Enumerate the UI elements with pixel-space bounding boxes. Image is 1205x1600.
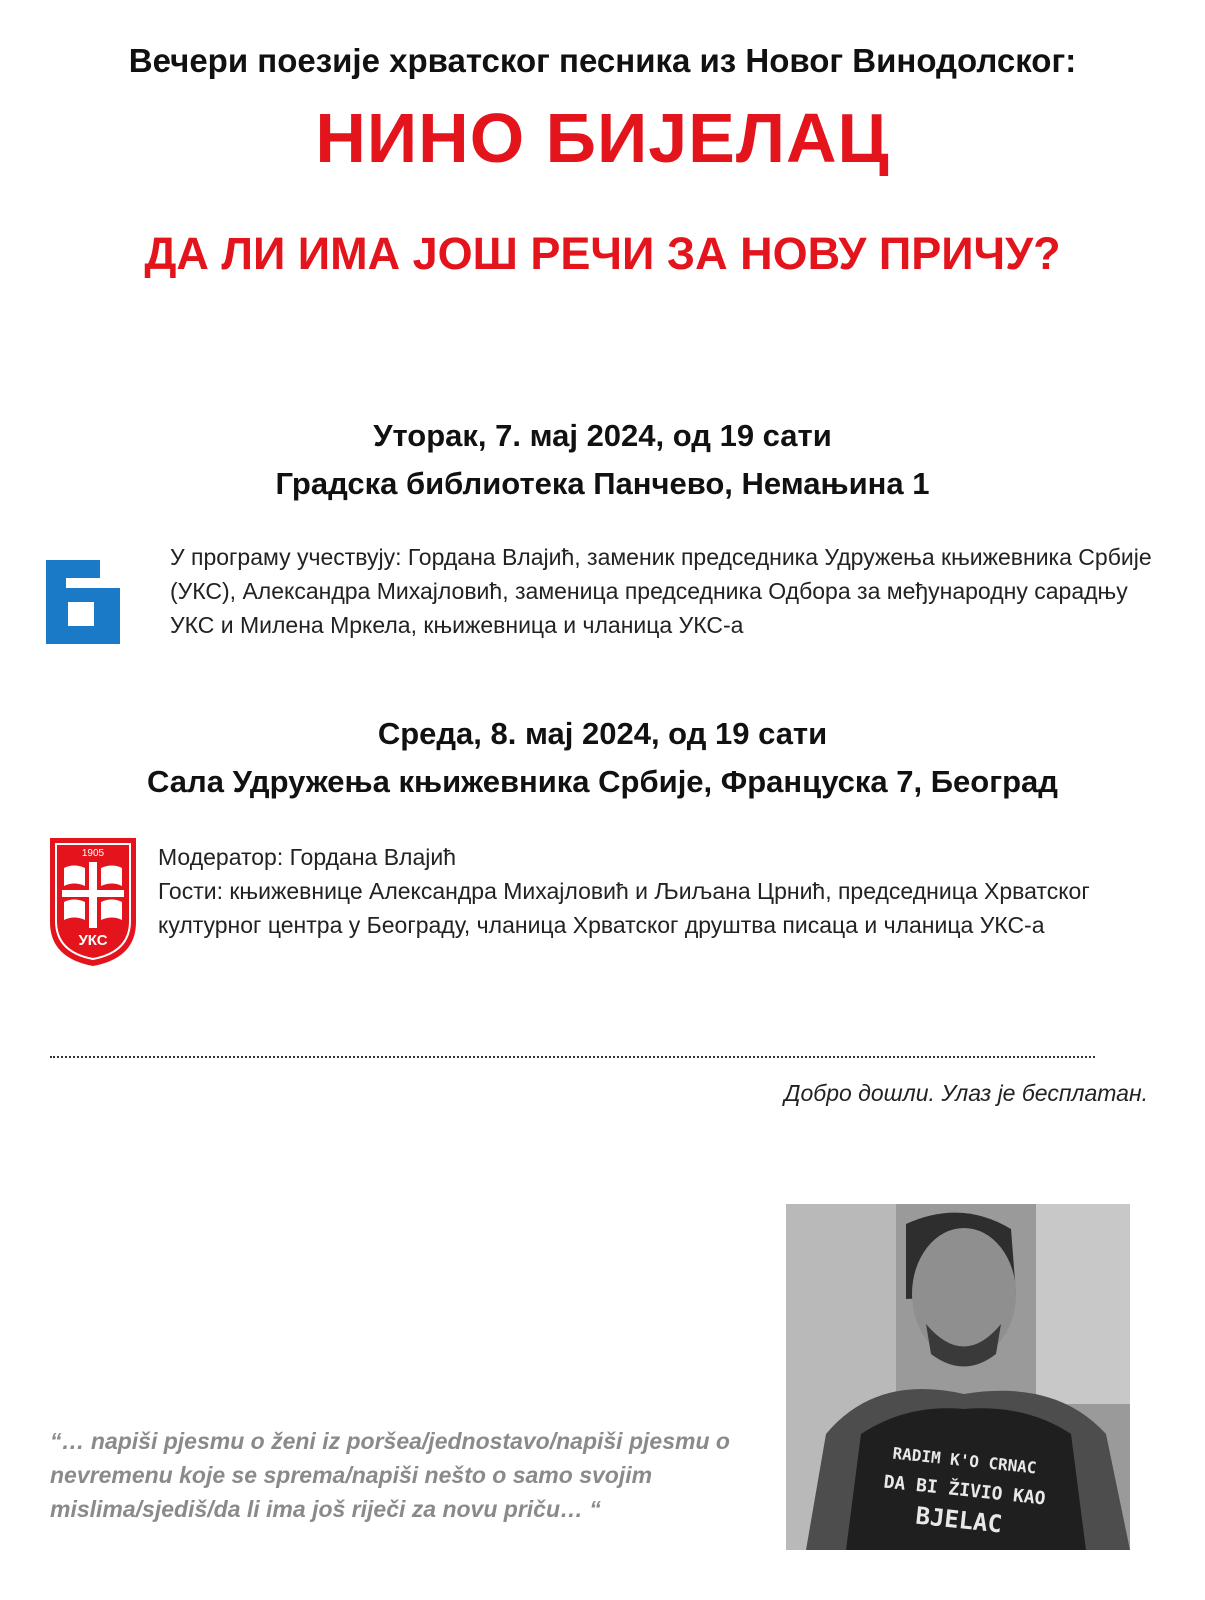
event2-moderator: Модератор: Гордана Влајић <box>158 844 457 870</box>
shirt-text-2: DA BI ŽIVIO KAO <box>882 1471 1047 1510</box>
event2-place: Сала Удружења књижевника Србије, Француска 7, Београд <box>147 764 1058 799</box>
shirt-text-1: RADIM K'O CRNAC <box>891 1443 1038 1478</box>
event1-participants: У програму учествују: Гордана Влајић, заменик председника Удружења књижевника Србије (УКС), Александра Михајловић, заменица председника Одбора за међународну сарадњу УКС и Милена Мркела, књижевница и чланица УКС-а <box>170 544 1152 638</box>
event1-place: Градска библиотека Панчево, Немањина 1 <box>275 466 930 501</box>
intro-line: Вечери поезије хрватског песника из Новог Винодолског: <box>128 42 1077 79</box>
poem-quote: “… napiši pjesmu o ženi iz poršea/jednostavo/napiši pjesmu o nevremenu koje se sprema/napiši nešto o samo svojim mislima/sjediš/da li ima još riječi za novu priču… “ <box>50 1428 730 1522</box>
event-title: ДА ЛИ ИМА ЈОШ РЕЧИ ЗА НОВУ ПРИЧУ? <box>144 228 1061 279</box>
uks-crest-icon <box>48 836 138 968</box>
event2-details <box>158 840 1118 942</box>
welcome-note: Добро дошли. Улаз је бесплатан. <box>784 1080 1148 1106</box>
uks-year: 1905 <box>81 848 105 859</box>
uks-abbr: УКС <box>78 932 108 949</box>
poet-photo <box>786 1204 1130 1550</box>
shirt-text-3: BJELAC <box>914 1501 1004 1539</box>
library-logo-icon <box>42 558 124 646</box>
event1-date: Уторак, 7. мај 2024, од 19 сати <box>373 418 832 453</box>
poet-name: НИНО БИЈЕЛАЦ <box>315 99 890 177</box>
event2-guests: Гости: књижевнице Александра Михајловић и Љиљана Црнић, председница Хрватског културног центра у Београду, чланица Хрватског друштва писаца и чланица УКС-а <box>158 878 1090 938</box>
dotted-divider <box>50 1048 1095 1058</box>
event2-date: Среда, 8. мај 2024, од 19 сати <box>377 716 828 751</box>
